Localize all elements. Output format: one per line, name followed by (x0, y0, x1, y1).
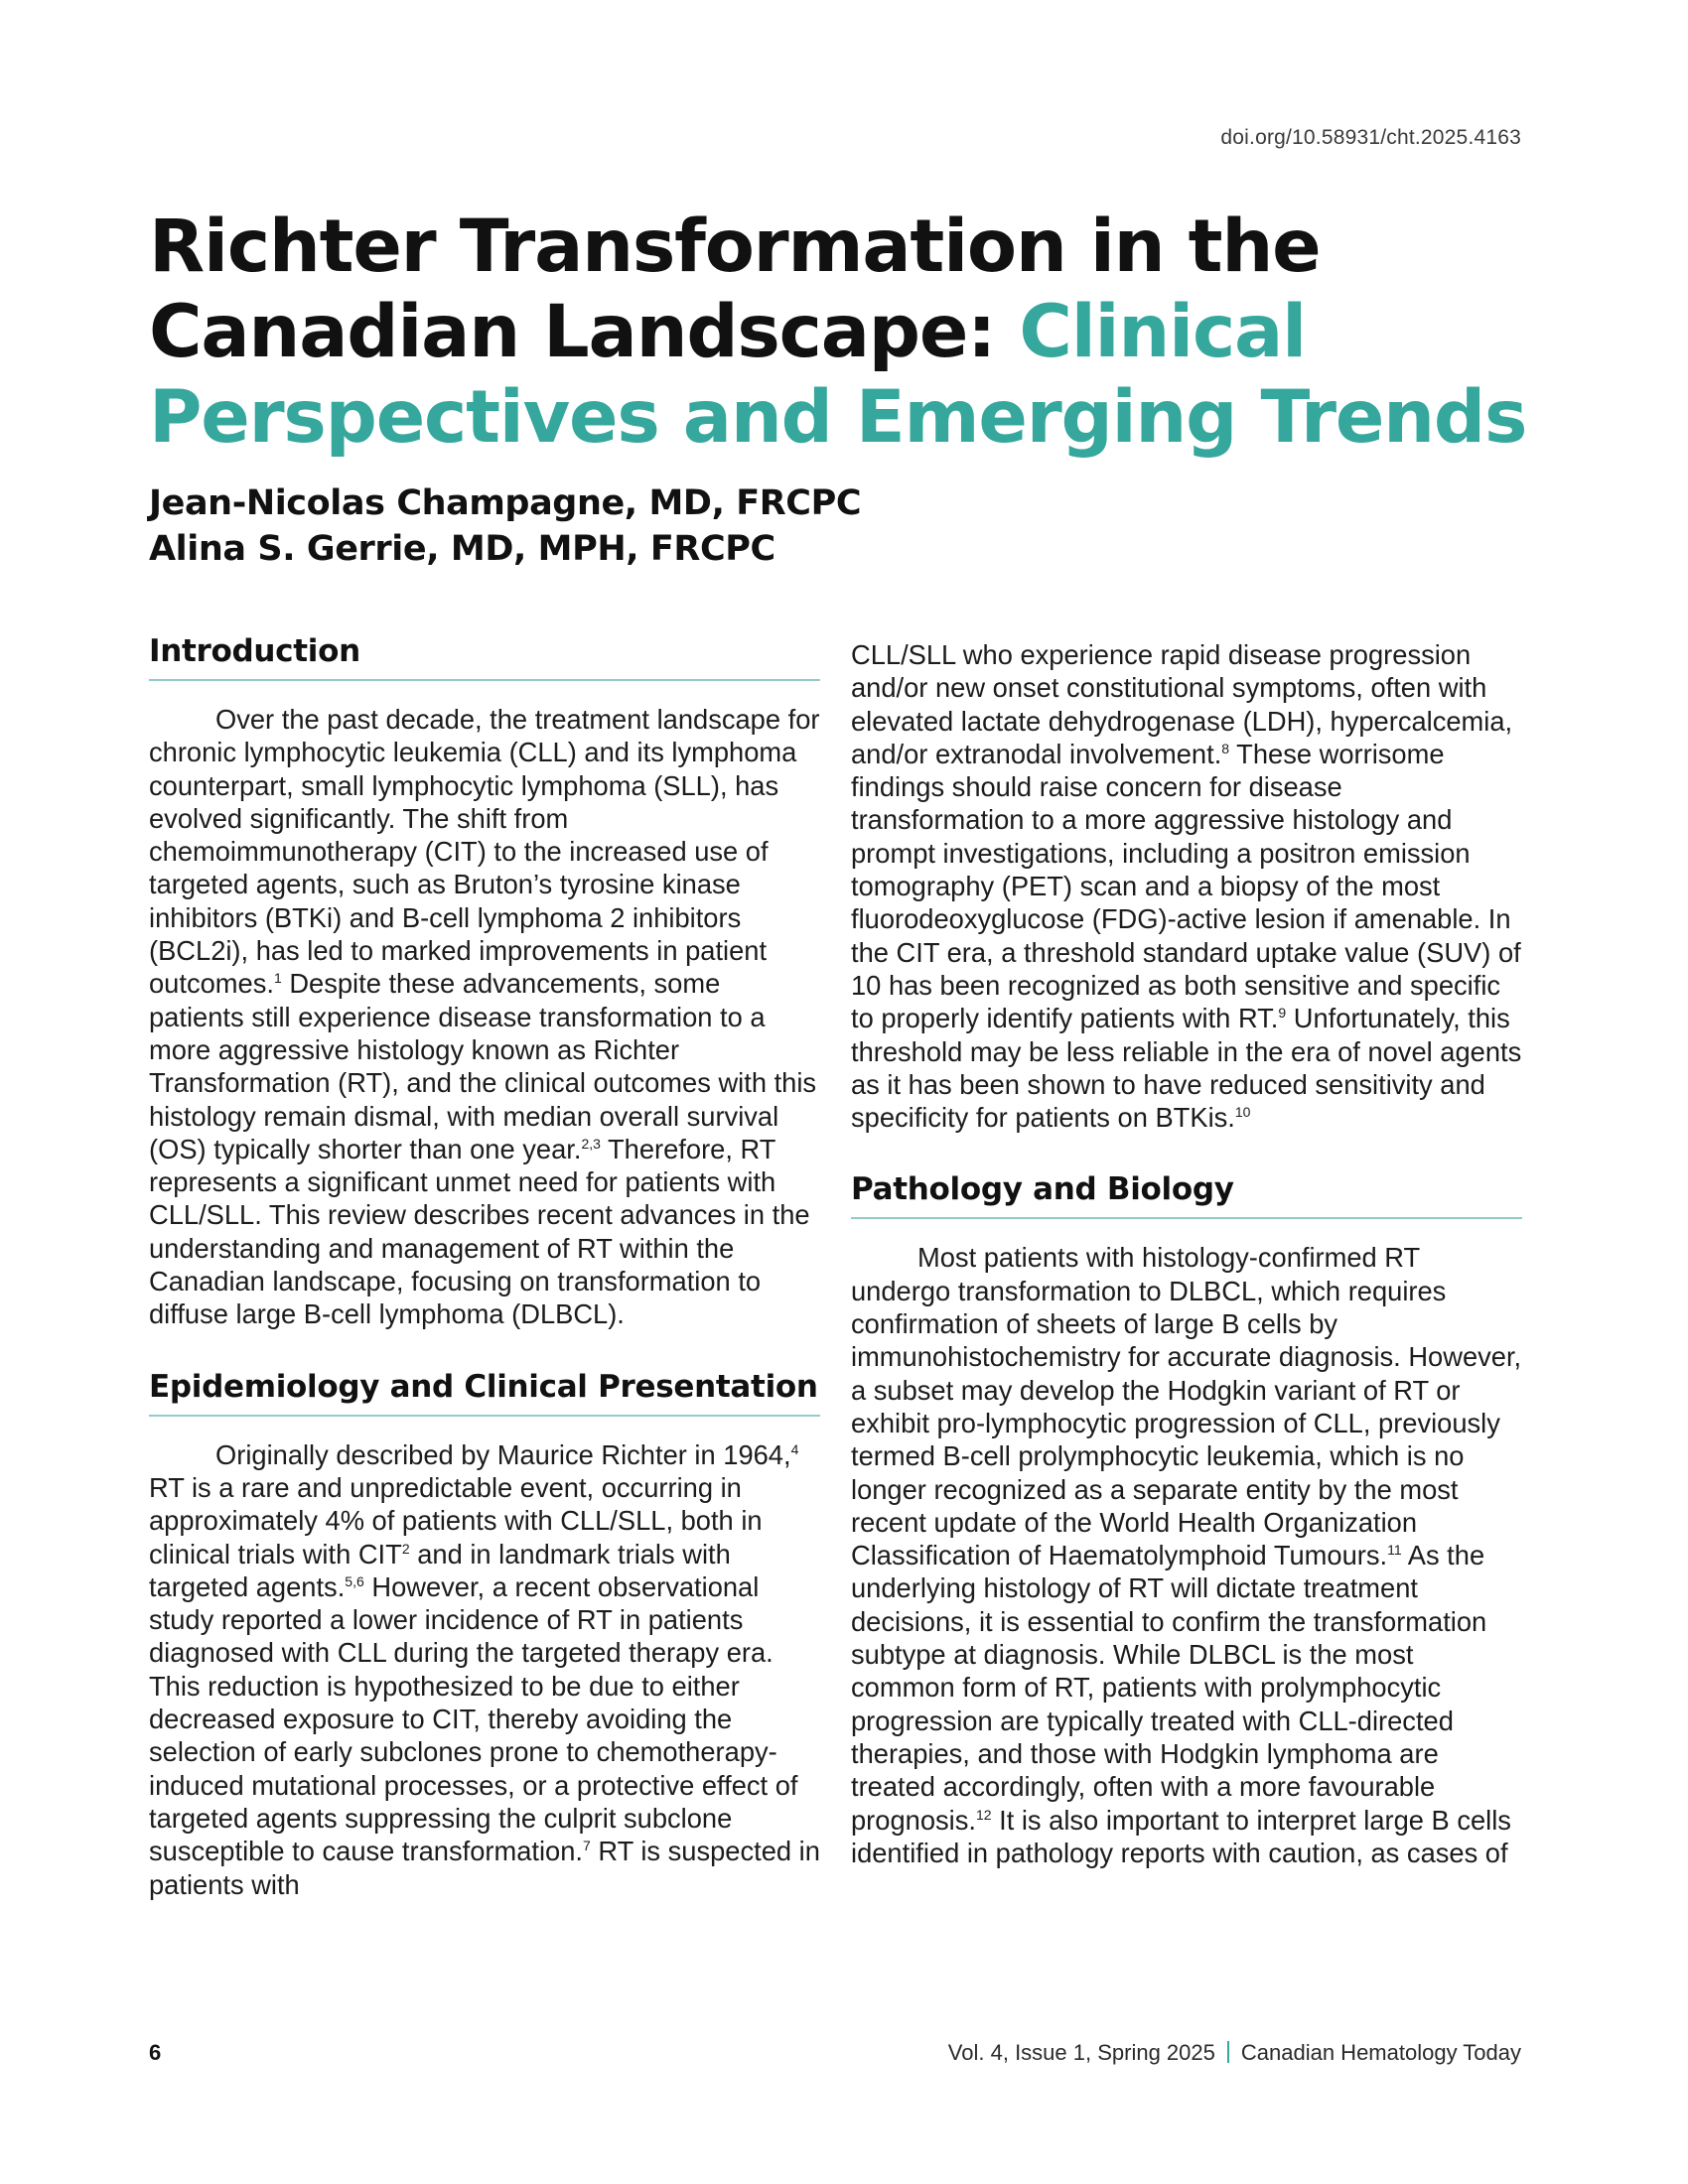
citation-ref[interactable]: 8 (1221, 740, 1230, 756)
section-heading-epidemiology: Epidemiology and Clinical Presentation (149, 1367, 820, 1417)
citation-ref[interactable]: 2 (401, 1540, 410, 1557)
epi-text-e: RT is suspected in patients with (149, 1836, 820, 1900)
citation-ref[interactable]: 10 (1234, 1104, 1251, 1121)
page-footer (149, 2040, 1521, 2070)
epi-text-c: and in landmark trials with targeted agents. (149, 1538, 731, 1602)
citation-ref[interactable]: 7 (582, 1838, 591, 1854)
page-number: 6 (149, 2040, 162, 2065)
citation-ref[interactable]: 11 (1387, 1542, 1402, 1559)
title-line-2 (149, 290, 1559, 375)
section-heading-pathology: Pathology and Biology (851, 1169, 1522, 1219)
author-2: Alina S. Gerrie, MD, MPH, FRCPC (149, 529, 775, 569)
intro-text-a: Over the past decade, the treatment landscape for chronic lymphocytic leukemia (CLL) and its lymphoma counterpart, small lymphocytic lymphoma (SLL), has evolved significantly. The shift from chemoimmunotherapy (CIT) to the increased use of targeted agents, such as Bruton’s tyrosine kinase inhibitors (BTKi) and B-cell lymphoma 2 inhibitors (BCL2i), has led to marked improvements in patient outcomes. (149, 704, 820, 1000)
path-text-b: As the underlying histology of RT will dictate treatment decisions, it is essential to confirm the transformation subtype at diagnosis. While DLBCL is the most common form of RT, patients with prolymphocytic progression are typically treated with CLL-directed therapies, and those with Hodgkin lymphoma are treated accordingly, often with a more favourable prognosis. (851, 1540, 1487, 1836)
footer-journal-info (948, 2040, 1521, 2066)
citation-ref[interactable]: 2,3 (581, 1135, 601, 1152)
epi-text-a: Originally described by Maurice Richter in 1964, (215, 1438, 791, 1470)
doi-link[interactable]: doi.org/10.58931/cht.2025.4163 (1220, 126, 1521, 149)
citation-ref[interactable]: 1 (273, 970, 282, 987)
epi-cont-text-a: CLL/SLL who experience rapid disease progression and/or new onset constitutional symptoms, often with elevated lactate dehydrogenase (LDH), hypercalcemia, and/or extranodal involvement. (851, 639, 1513, 769)
citation-ref[interactable]: 5,6 (345, 1572, 364, 1589)
epi-cont-text-c: Unfortunately, this threshold may be less reliable in the era of novel agents as it has been shown to have reduced sensitivity and specificity for patients on BTKis. (851, 1003, 1522, 1134)
author-1: Jean-Nicolas Champagne, MD, FRCPC (149, 483, 862, 523)
epidemiology-paragraph-continued (851, 638, 1522, 1134)
right-column (851, 638, 1522, 1869)
footer-divider (1227, 2041, 1229, 2063)
section-heading-introduction: Introduction (149, 631, 820, 681)
title-line-2-accent: Clinical (1019, 290, 1306, 374)
intro-text-c: Therefore, RT represents a significant unmet need for patients with CLL/SLL. This review describes recent advances in the understanding and management of RT within the Canadian landscape, focusing on transformation to diffuse large B-cell lymphoma (DLBCL). (149, 1133, 810, 1330)
path-text-c: It is also important to interpret large B cells identified in pathology reports with caution, as cases of (851, 1804, 1511, 1868)
title-line-3: Perspectives and Emerging Trends (149, 375, 1527, 460)
journal-name: Canadian Hematology Today (1240, 2040, 1521, 2065)
introduction-paragraph (149, 703, 820, 1331)
title-line-1: Richter Transformation in the (149, 205, 1321, 289)
author-list (149, 480, 861, 572)
title-line-2-dark: Canadian Landscape: (149, 290, 1020, 374)
article-title (149, 205, 1559, 461)
epi-text-b: RT is a rare and unpredictable event, occurring in approximately 4% of patients with CLL/SLL, both in clinical trials with CIT (149, 1471, 763, 1570)
citation-ref[interactable]: 12 (975, 1806, 992, 1823)
epidemiology-paragraph-1 (149, 1438, 820, 1901)
citation-ref[interactable]: 9 (1278, 1005, 1287, 1022)
pathology-paragraph (851, 1241, 1522, 1869)
epi-cont-text-b: These worrisome findings should raise concern for disease transformation to a more aggressive histology and prompt investigations, including a positron emission tomography (PET) scan and a biopsy of the most fluorodeoxyglucose (FDG)-active lesion if amenable. In the CIT era, a threshold standard uptake value (SUV) of 10 has been recognized as both sensitive and specific to properly identify patients with RT. (851, 738, 1521, 1034)
epi-text-d: However, a recent observational study reported a lower incidence of RT in patients diagnosed with CLL during the targeted therapy era. This reduction is hypothesized to be due to either decreased exposure to CIT, thereby avoiding the selection of early subclones prone to chemotherapy-induced mutational processes, or a protective effect of targeted agents suppressing the culprit subclone susceptible to cause transformation. (149, 1570, 798, 1867)
left-column (149, 631, 820, 1901)
intro-text-b: Despite these advancements, some patients still experience disease transformation to a more aggressive histology known as Richter Transformation (RT), and the clinical outcomes with this histology remain dismal, with median overall survival (OS) typically shorter than one year. (149, 968, 817, 1164)
issue-info: Vol. 4, Issue 1, Spring 2025 (947, 2040, 1215, 2065)
path-text-a: Most patients with histology-confirmed RT undergo transformation to DLBCL, which requires confirmation of sheets of large B cells by immunohistochemistry for accurate diagnosis. However, a subset may develop the Hodgkin variant of RT or exhibit pro-lymphocytic progression of CLL, previously termed B-cell prolymphocytic leukemia, which is no longer recognized as a separate entity by the most recent update of the World Health Organization Classification of Haematolymphoid Tumours. (851, 1242, 1522, 1571)
citation-ref[interactable]: 4 (790, 1440, 799, 1457)
